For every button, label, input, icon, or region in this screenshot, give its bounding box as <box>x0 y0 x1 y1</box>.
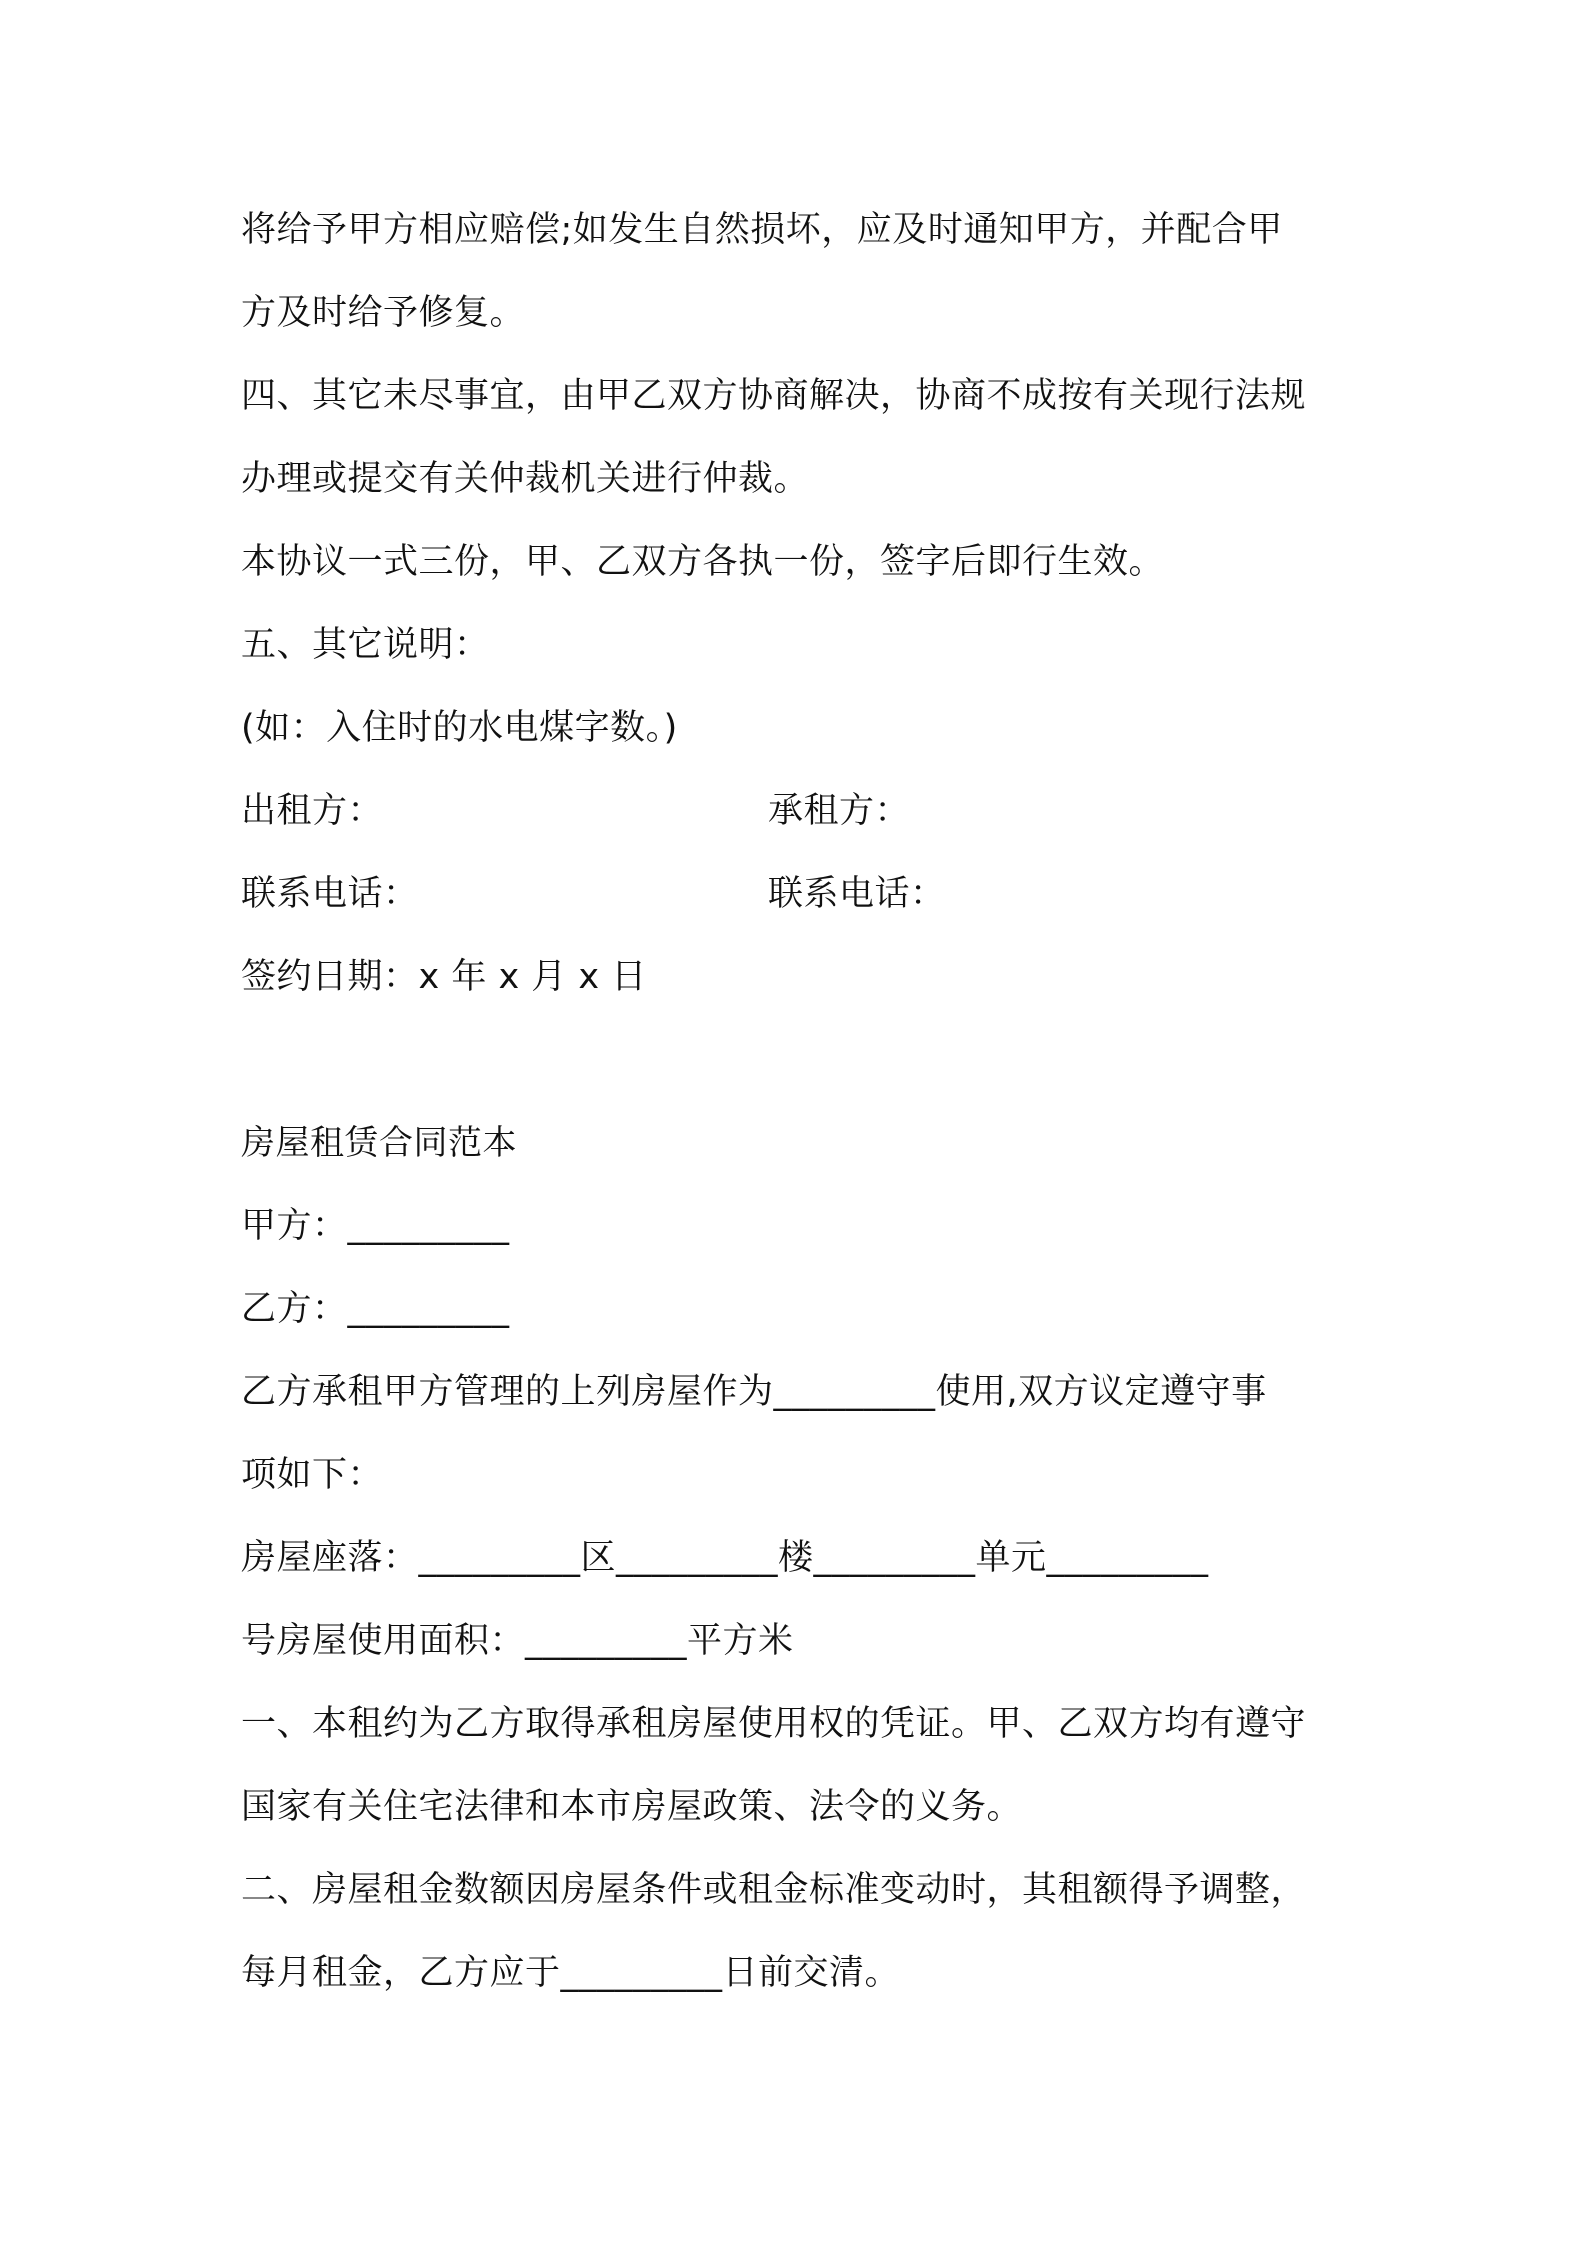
paragraph-line: 四、其它未尽事宜，由甲乙双方协商解决，协商不成按有关现行法规 <box>241 376 1307 416</box>
document-title: 房屋租赁合同范本 <box>241 1123 517 1163</box>
paragraph-line: 本协议一式三份，甲、乙双方各执一份，签字后即行生效。 <box>241 542 1165 582</box>
lessor-phone-label: 联系电话： <box>241 874 419 914</box>
lessee-phone-label: 联系电话： <box>768 874 946 914</box>
paragraph-line: 乙方承租甲方管理的上列房屋作为_________使用,双方议定遵守事 <box>241 1372 1267 1412</box>
lessor-label: 出租方： <box>241 791 384 831</box>
paragraph-line: 将给予甲方相应赔偿;如发生自然损坏，应及时通知甲方，并配合甲 <box>241 210 1283 250</box>
paragraph-line: 项如下： <box>241 1455 384 1495</box>
section-heading: 五、其它说明： <box>241 625 490 665</box>
paragraph-line: 方及时给予修复。 <box>241 293 526 333</box>
paragraph-line: 每月租金，乙方应于_________日前交清。 <box>241 1953 901 1993</box>
area-field: 号房屋使用面积：_________平方米 <box>241 1621 794 1661</box>
paragraph-line: (如：入住时的水电煤字数。) <box>241 708 678 748</box>
party-b-field: 乙方：_________ <box>241 1289 510 1329</box>
party-a-field: 甲方：_________ <box>241 1206 510 1246</box>
address-field: 房屋座落：_________区_________楼_________单元_________ <box>241 1538 1209 1578</box>
sign-date: 签约日期：x 年 x 月 x 日 <box>241 957 647 997</box>
lessee-label: 承租方： <box>768 791 911 831</box>
paragraph-line: 办理或提交有关仲裁机关进行仲裁。 <box>241 459 810 499</box>
clause-one: 一、本租约为乙方取得承租房屋使用权的凭证。甲、乙双方均有遵守 <box>241 1704 1307 1744</box>
paragraph-line: 国家有关住宅法律和本市房屋政策、法令的义务。 <box>241 1787 1023 1827</box>
clause-two: 二、房屋租金数额因房屋条件或租金标准变动时，其租额得予调整， <box>241 1870 1307 1910</box>
